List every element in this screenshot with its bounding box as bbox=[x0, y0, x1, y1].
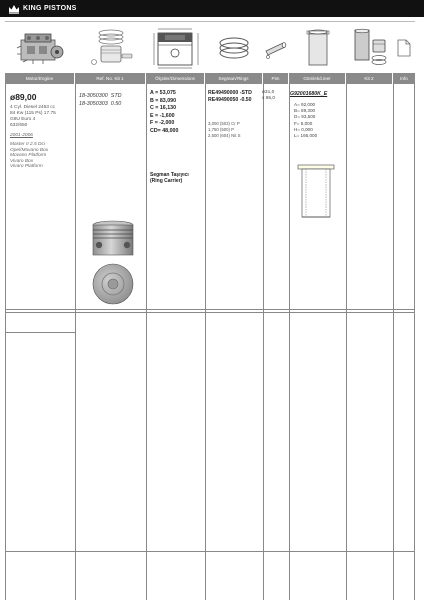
kit2-picture bbox=[346, 22, 393, 73]
column-divider bbox=[75, 84, 76, 600]
column-divider bbox=[205, 84, 206, 600]
piston-illustration bbox=[88, 220, 138, 310]
pin-picture bbox=[263, 22, 289, 73]
ref-code: 18-3050300 bbox=[79, 93, 108, 99]
row-divider bbox=[6, 309, 414, 310]
dimension-picture bbox=[146, 22, 205, 73]
brand-bar bbox=[0, 0, 424, 17]
piston-kit-icon bbox=[86, 26, 136, 70]
column-header-info: Info bbox=[400, 76, 408, 81]
ref-row-std bbox=[79, 93, 122, 99]
vehicle-model: Opel/Movano Box bbox=[10, 147, 49, 153]
engine-spec-line: 84 Kw (115 Ps) 17.75 bbox=[10, 111, 56, 116]
ring-code: RE49490000 -STD bbox=[208, 90, 252, 96]
info-document-icon bbox=[397, 39, 411, 57]
engine-spec-line: 4 Cyl. Diesel 2463 cc bbox=[10, 105, 56, 110]
pin-diameter: ø31,0 bbox=[262, 90, 275, 95]
liner-dimension: B= 89,300 bbox=[294, 108, 316, 114]
column-divider bbox=[346, 84, 347, 600]
column-header-ref-kit1: Ref. No. Kit 1 bbox=[75, 73, 146, 84]
liner-dimension: H= 0,000 bbox=[294, 126, 313, 132]
row-divider bbox=[6, 312, 414, 313]
dimension-e: E = -1,600 bbox=[150, 112, 175, 119]
ring-spec: 1,750 (500) P bbox=[208, 127, 235, 132]
dimension-cd: CD= 48,000 bbox=[150, 128, 179, 134]
ref-row-oversize bbox=[79, 101, 121, 107]
column-divider bbox=[146, 84, 147, 600]
bore-diameter: ø89,00 bbox=[10, 92, 37, 102]
engine-picture bbox=[5, 22, 75, 73]
engine-icon bbox=[13, 28, 67, 68]
column-header-rings: Segman /Rings bbox=[205, 73, 263, 84]
dimension-f: F = -2,000 bbox=[150, 120, 175, 127]
dimension-b: B = 83,090 bbox=[150, 97, 177, 104]
engine-spec-line: G9U Euro 4 bbox=[10, 117, 36, 122]
dimension-a: A = 53,075 bbox=[150, 90, 176, 96]
rings-icon bbox=[214, 33, 254, 63]
engine-spec-line: 632/650 bbox=[10, 123, 28, 128]
brand-name: KING PISTONS bbox=[23, 5, 77, 12]
rings-picture bbox=[205, 22, 263, 73]
ring-carrier-label: Segman Taşıyıcı bbox=[150, 172, 189, 178]
crown-icon bbox=[8, 4, 20, 14]
liner-dimension: A= 92,000 bbox=[294, 102, 316, 107]
pin-length: x 65,0 bbox=[262, 96, 276, 102]
liner-icon bbox=[303, 28, 333, 68]
info-picture bbox=[393, 22, 415, 73]
spec-table bbox=[5, 84, 415, 600]
liner-picture bbox=[289, 22, 346, 73]
row-divider bbox=[6, 551, 414, 552]
column-header-engine: Motor /Engine bbox=[5, 73, 75, 84]
ring-code: RE49490050 -0.50 bbox=[208, 97, 252, 104]
kit2-icon bbox=[351, 26, 389, 70]
column-divider bbox=[393, 84, 394, 600]
liner-dimension: L= 166,000 bbox=[294, 133, 318, 138]
header-pictures-row bbox=[5, 21, 415, 72]
row-divider bbox=[6, 332, 76, 333]
pin-icon bbox=[263, 36, 289, 60]
ring-carrier-label: (Ring Carrier) bbox=[150, 178, 183, 184]
ref-size: STD bbox=[110, 93, 122, 99]
column-header-pin: Pim bbox=[263, 73, 289, 84]
column-divider bbox=[289, 84, 290, 600]
liner-drawing bbox=[294, 164, 338, 220]
liner-dimension: D= 93,500 bbox=[294, 114, 316, 120]
dimension-drawing-icon bbox=[148, 25, 204, 71]
vehicle-model: Vivaro Box bbox=[10, 158, 34, 164]
vehicle-model: Movano Platform bbox=[10, 153, 47, 158]
ring-spec: 3,000 (503) Cr P bbox=[208, 121, 240, 126]
column-header-liner: Gömlek /Liner bbox=[289, 73, 346, 84]
ref-code: 18-3050303 bbox=[79, 101, 108, 107]
liner-dimension: F= 5,000 bbox=[294, 120, 313, 126]
column-header-kit2: Kit 2 bbox=[346, 73, 393, 84]
vehicle-model: Master II 2.5 Dci bbox=[10, 142, 45, 147]
piston-kit-picture bbox=[75, 22, 146, 73]
column-header-dimensions: Ölçüler /Dimensions bbox=[146, 73, 205, 84]
ref-size: 0.50 bbox=[110, 101, 122, 107]
column-header-row bbox=[5, 73, 415, 84]
liner-code: G92001680K_E bbox=[290, 91, 328, 97]
engine-years: 2001-2006 bbox=[10, 133, 33, 138]
dimension-c: C = 16,130 bbox=[150, 105, 177, 112]
column-divider bbox=[263, 84, 264, 600]
ring-spec: 2,500 (604) Nit S bbox=[208, 133, 241, 138]
vehicle-model: Vivaro Platform bbox=[10, 164, 43, 169]
